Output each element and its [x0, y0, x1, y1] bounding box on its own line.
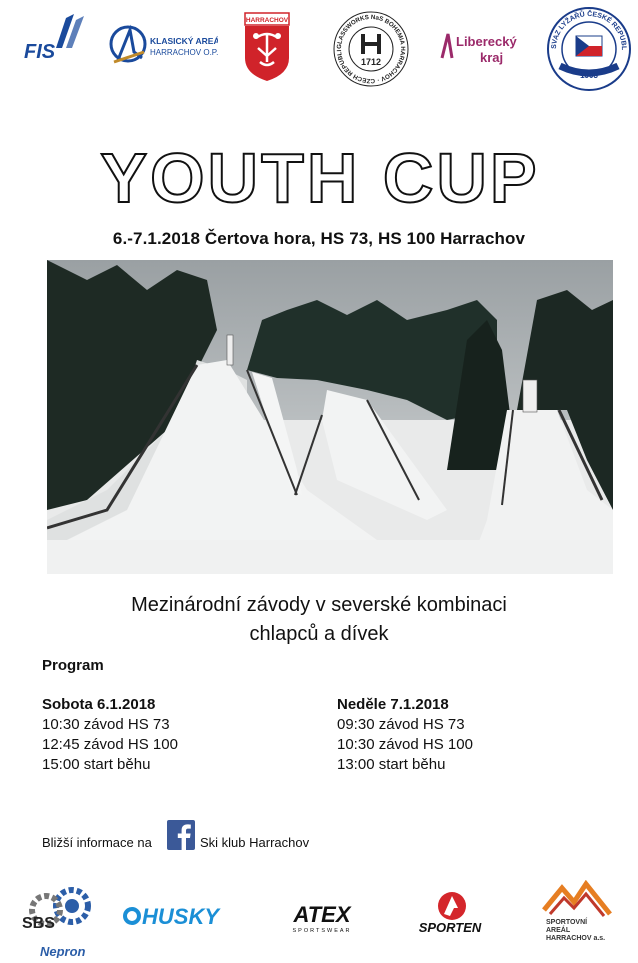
glassworks-year: 1712: [360, 57, 382, 67]
schedule-item: 09:30 závod HS 73: [337, 716, 465, 733]
areal-line1: KLASICKÝ AREÁL: [150, 36, 218, 46]
sporten-logo: [400, 888, 500, 938]
schedule-item: 13:00 start běhu: [337, 756, 446, 773]
glassworks-ring-text: GLASSWORKS NaS BOHEMIA HARRACHOV · CZECH REPUBLI: [335, 13, 407, 85]
sportovni-line3: HARRACHOV a.s.: [546, 935, 606, 942]
svaz-ring-text: SVAZ LYŽAŘŮ ČESKÉ REPUBL: [550, 10, 628, 51]
subtitle-line-1: Mezinárodní závody v severské kombinaci: [131, 594, 507, 616]
liberecky-line1: Liberecký: [456, 34, 517, 49]
harrachov-logo-text: HARRACHOV: [245, 17, 289, 24]
program-day-sunday: [337, 695, 473, 775]
sportovni-line2: AREÁL: [546, 927, 571, 934]
nepron-text: Nepron: [40, 944, 86, 958]
liberecky-line2: kraj: [480, 50, 504, 65]
atex-logo: [280, 900, 364, 936]
program-heading: Program: [42, 657, 104, 674]
page-title: [70, 140, 570, 215]
liberecky-kraj-logo: [440, 28, 530, 68]
ski-jump-photo: [47, 260, 613, 574]
schedule-item: 10:30 závod HS 73: [42, 716, 170, 733]
sbs-text: SBS: [22, 915, 55, 932]
areal-line2: HARRACHOV O.P.S: [150, 48, 218, 57]
facebook-icon[interactable]: [167, 820, 195, 850]
svaz-year: 1903: [580, 71, 598, 80]
sporten-text: SPORTEN: [418, 920, 482, 935]
fis-logo: [22, 14, 92, 64]
sportovni-line1: SPORTOVNÍ: [546, 919, 588, 926]
svaz-lyzaru-logo: [546, 6, 632, 92]
klasicky-areal-logo: [108, 22, 218, 72]
title-text: YOUTH CUP: [100, 140, 540, 215]
fis-logo-text: FIS: [24, 41, 56, 63]
program-day-saturday: [42, 695, 178, 775]
atex-text: ATEX: [293, 902, 351, 927]
schedule-item: 12:45 závod HS 100: [42, 736, 178, 753]
atex-sub: SPORTSWEAR: [292, 928, 352, 934]
harrachov-coat-of-arms-logo: [244, 12, 290, 82]
husky-text: HUSKY: [142, 904, 220, 929]
glassworks-logo: [332, 10, 410, 88]
event-date-location: 6.-7.1.2018 Čertova hora, HS 73, HS 100 Harrachov: [112, 229, 526, 248]
subtitle-line-2: chlapců a dívek: [249, 623, 389, 645]
husky-logo: [122, 900, 246, 932]
sportovni-areal-logo: [540, 880, 614, 944]
sbs-nepron-logo: [20, 880, 100, 958]
day-header: Sobota 6.1.2018: [42, 696, 156, 713]
schedule-item: 15:00 start běhu: [42, 756, 151, 773]
info-prefix: Bližší informace na: [42, 835, 152, 850]
schedule-item: 10:30 závod HS 100: [337, 736, 473, 753]
day-header: Neděle 7.1.2018: [337, 696, 449, 713]
info-facebook-page[interactable]: Ski klub Harrachov: [200, 835, 310, 850]
